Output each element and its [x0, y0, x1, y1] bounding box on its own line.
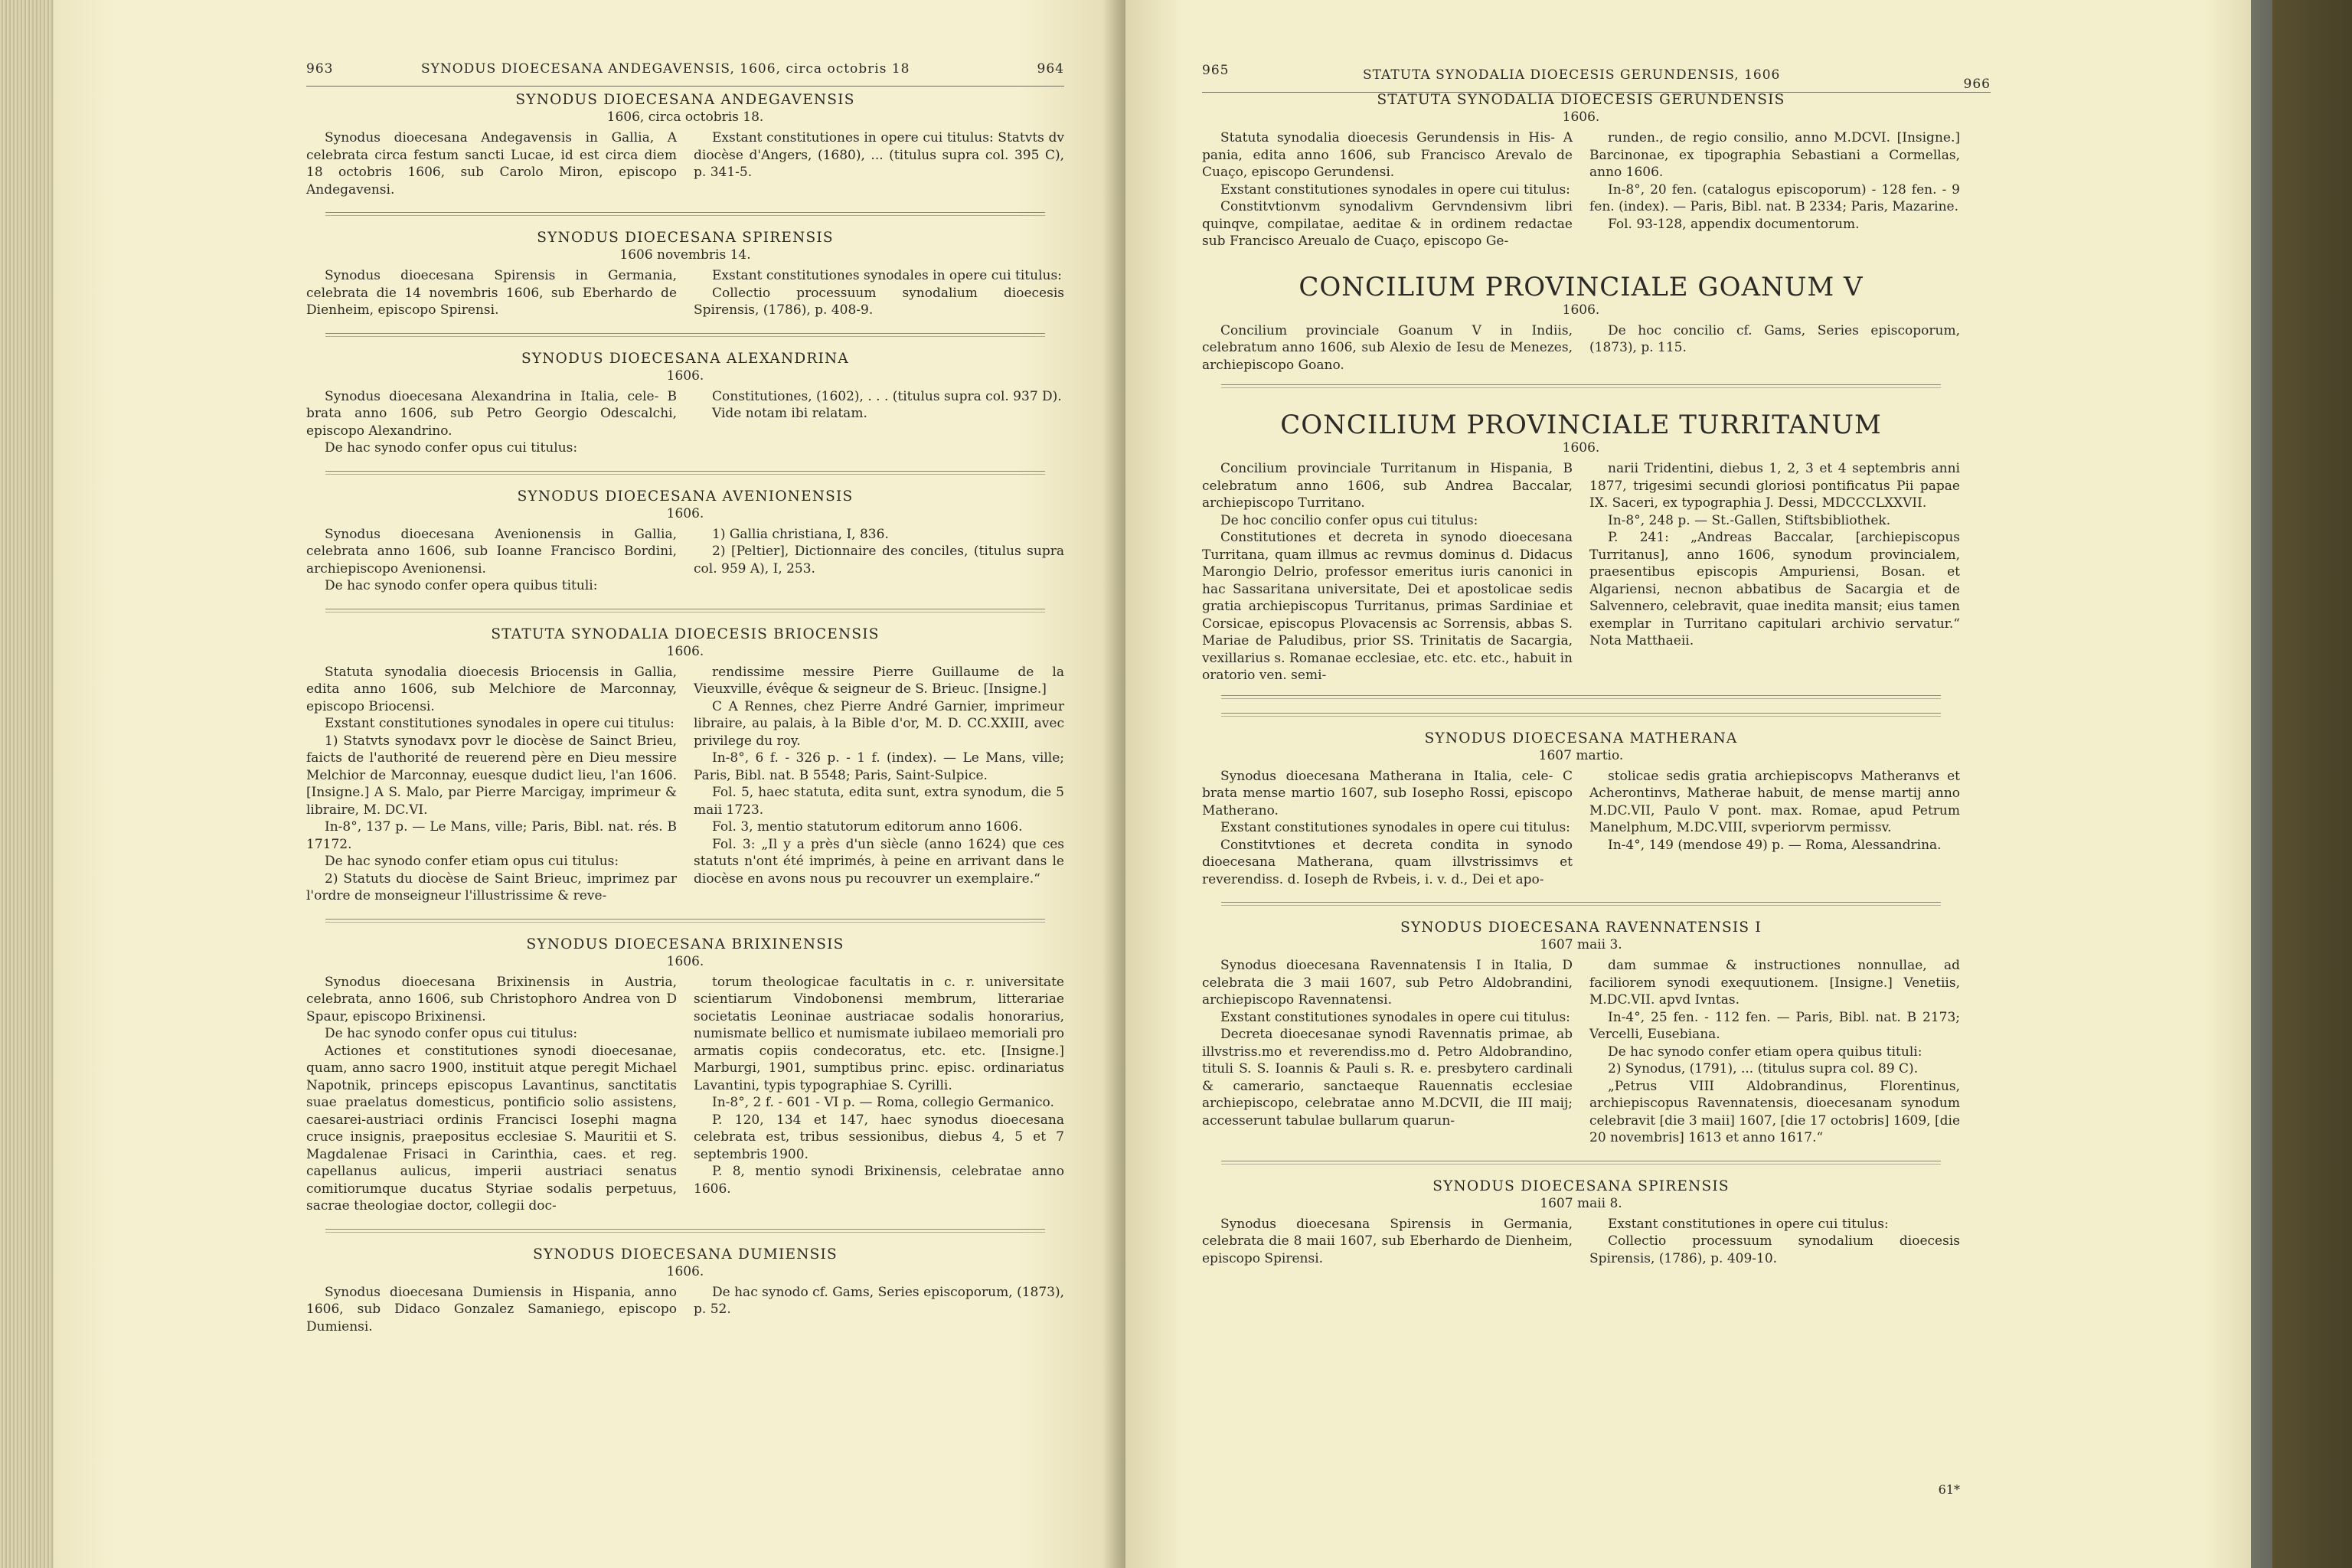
paragraph: Concilium provinciale Goanum V in Indiis, celebratum anno 1606, sub Alexio de Iesu de Menezes, archiepiscopo Goano. — [1202, 322, 1573, 373]
paragraph: 1) Gallia christiana, I, 836. — [712, 526, 889, 542]
entry-date: 1607 maii 3. — [1540, 937, 1622, 952]
council-heading: CONCILIUM PROVINCIALE GOANUM V — [1298, 271, 1864, 302]
text-column — [694, 129, 1064, 198]
entry-date: 1606. — [666, 505, 704, 521]
text-column — [694, 1284, 1064, 1336]
text-column — [1589, 322, 1960, 374]
paragraph: De hoc concilio cf. Gams, Series episcoporum, (1873), p. 115. — [1589, 322, 1960, 355]
entry-heading: STATUTA SYNODALIA DIOECESIS BRIOCENSIS — [491, 626, 880, 642]
paragraph: Synodus dioecesana Matherana in Italia, cele- C brata mense martio 1607, sub Iosepho Rossi, episcopo Matherano. — [1202, 768, 1573, 818]
paragraph: De hac synodo confer etiam opus cui titulus: — [325, 854, 619, 869]
entry-heading: SYNODUS DIOECESANA MATHERANA — [1424, 730, 1738, 746]
paragraph: 2) Synodus, (1791), ... (titulus supra col. 89 C). — [1608, 1061, 1919, 1076]
entry — [306, 351, 1064, 457]
paragraph: narii Tridentini, diebus 1, 2, 3 et 4 septembris anni 1877, trigesimi secundi gloriosi pontificatus Pii papae IX. Saceri, ex typographia J. Dessi, MDCCCLXXVII. — [1589, 461, 1960, 511]
paragraph: Statuta synodalia dioecesis Briocensis in Gallia, edita anno 1606, sub Melchiore de Marconnay, episcopo Briocensi. — [306, 664, 677, 714]
paragraph: Concilium provinciale Turritanum in Hispania, B celebratum anno 1606, sub Andrea Baccalar, archiepiscopo Turritano. — [1202, 461, 1573, 511]
text-column — [1589, 460, 1960, 684]
paragraph: Synodus dioecesana Avenionensis in Gallia, celebrata anno 1606, sub Ioanne Francisco Bordini, archiepiscopo Avenionensi. — [306, 526, 677, 577]
entry-heading: SYNODUS DIOECESANA ALEXANDRINA — [521, 350, 849, 367]
entry — [1202, 730, 1960, 889]
paragraph: De hac synodo confer opus cui titulus: — [325, 1026, 578, 1041]
text-column — [694, 267, 1064, 319]
entry — [1202, 920, 1960, 1147]
section-divider — [325, 609, 1045, 612]
text-column — [1202, 957, 1573, 1147]
entry-heading: SYNODUS DIOECESANA SPIRENSIS — [537, 230, 834, 246]
right-page — [1125, 0, 2251, 1568]
paragraph: Exstant constitutiones synodales in opere cui titulus: — [1220, 820, 1570, 835]
paragraph: Synodus dioecesana Brixinensis in Austria, celebrata, anno 1606, sub Christophoro Andrea von D Spaur, episcopo Brixinensi. — [306, 974, 677, 1024]
running-head-rule — [306, 86, 1064, 87]
text-column — [1202, 768, 1573, 889]
right-page-content — [1202, 92, 1960, 1281]
paragraph: Constitutiones, (1602), . . . (titulus supra col. 937 D). — [712, 388, 1062, 404]
paragraph: Exstant constitutiones in opere cui titulus: Statvts dv diocèse d'Angers, (1680), ... (titulus supra col. 395 C), p. 341-5. — [694, 130, 1064, 180]
paragraph: „Petrus VIII Aldobrandinus, Florentinus, archiepiscopus Ravennatensis, dioecesanam synodum celebravit [die 3 maii] 1607, [die 17 octobris] 1609, [die 20 novembris] 1613 et anno 1617.“ — [1589, 1078, 1960, 1145]
entry — [306, 230, 1064, 319]
paragraph: Fol. 93-128, appendix documentorum. — [1608, 216, 1860, 232]
paragraph: In-8°, 248 p. — St.-Gallen, Stiftsbibliothek. — [1608, 512, 1891, 528]
paragraph: Collectio processuum synodalium dioecesis Spirensis, (1786), p. 408-9. — [694, 285, 1064, 318]
entry-date: 1606, circa octobris 18. — [606, 109, 764, 125]
section-divider — [325, 919, 1045, 923]
entry — [306, 488, 1064, 595]
paragraph: De hac synodo confer etiam opera quibus tituli: — [1608, 1044, 1922, 1060]
entry-heading: STATUTA SYNODALIA DIOECESIS GERUNDENSIS — [1377, 92, 1785, 108]
paragraph: Synodus dioecesana Spirensis in Germania, celebrata die 14 novembris 1606, sub Eberhardo de Dienheim, episcopo Spirensi. — [306, 268, 677, 318]
section-divider — [1221, 695, 1941, 699]
paragraph: Fol. 3, mentio statutorum editorum anno 1606. — [712, 819, 1023, 835]
text-column — [1202, 1216, 1573, 1268]
paragraph: C A Rennes, chez Pierre André Garnier, imprimeur libraire, au palais, à la Bible d'or, M. D. CC.XXIII, avec privilege du roy. — [694, 698, 1064, 749]
cover-band — [2251, 0, 2272, 1568]
text-column — [306, 388, 677, 457]
text-column — [694, 526, 1064, 595]
paragraph: 1) Statvts synodavx povr le diocèse de Sainct Brieu, faicts de l'authorité de reuerend père en Dieu messire Melchior de Marconnay, euesque dudict lieu, l'an 1606. [Insigne.] A S. Malo, par Pierre Marcigay, imprimeur & libraire, M. DC.VI. — [306, 733, 677, 818]
section-divider — [1221, 902, 1941, 906]
entry — [1202, 272, 1960, 389]
text-column — [306, 267, 677, 319]
text-column — [694, 388, 1064, 457]
paragraph: In-8°, 20 fen. (catalogus episcoporum) - 128 fen. - 9 fen. (index). — Paris, Bibl. nat. B 2334; Paris, Mazarine. — [1589, 181, 1960, 214]
entry — [306, 92, 1064, 198]
section-divider — [325, 333, 1045, 337]
paragraph: Synodus dioecesana Spirensis in Germania, celebrata die 8 maii 1607, sub Eberhardo de Dienheim, episcopo Spirensi. — [1202, 1216, 1573, 1266]
entry-date: 1606. — [1562, 302, 1600, 318]
running-head-left — [306, 61, 1064, 92]
text-column — [694, 664, 1064, 905]
paragraph: dam summae & instructiones nonnullae, ad faciliorem synodi exequutionem. [Insigne.] Venetiis, M.DC.VII. apvd Ivntas. — [1589, 958, 1960, 1008]
paragraph: Synodus dioecesana Andegavensis in Gallia, A celebrata circa festum sancti Lucae, id est circa diem 18 octobris 1606, sub Carolo Miron, episcopo Andegavensi. — [306, 130, 677, 198]
paragraph: Fol. 5, haec statuta, edita sunt, extra synodum, die 5 maii 1723. — [694, 785, 1064, 818]
text-column — [1589, 129, 1960, 250]
left-page — [54, 0, 1125, 1568]
text-column — [1589, 957, 1960, 1147]
section-divider — [325, 1229, 1045, 1233]
entry-heading: SYNODUS DIOECESANA DUMIENSIS — [533, 1246, 838, 1263]
page-number: 966 — [1963, 77, 1991, 92]
paragraph: Statuta synodalia dioecesis Gerundensis in His- A pania, edita anno 1606, sub Francisco Arevalo de Cuaço, episcopo Gerundensi. — [1202, 130, 1573, 180]
paragraph: Collectio processuum synodalium dioecesis Spirensis, (1786), p. 409-10. — [1589, 1233, 1960, 1266]
entry — [1202, 410, 1960, 699]
entry — [1202, 92, 1960, 250]
paragraph: Vide notam ibi relatam. — [712, 406, 867, 421]
entry — [306, 626, 1064, 905]
entry-date: 1606. — [666, 953, 704, 969]
page-number: 964 — [1037, 61, 1064, 77]
signature-mark: 61* — [1938, 1482, 1960, 1497]
entry-heading: SYNODUS DIOECESANA AVENIONENSIS — [517, 488, 854, 505]
page-number: 965 — [1202, 63, 1230, 78]
paragraph: P. 241: „Andreas Baccalar, [archiepiscopus Turritanus], anno 1606, synodum provincialem, praesentibus episcopis Ampuriensi, Bosan. et Algariensi, necnon abbatibus de Sacargia et de Salvennero, celebravit, quae inedita mansit; eius tamen exemplar in Turritano capitulari archivio servatur.“ Nota Matthaeii. — [1589, 530, 1960, 648]
entry-date: 1606. — [666, 1263, 704, 1279]
paragraph: In-8°, 137 p. — Le Mans, ville; Paris, Bibl. nat. rés. B 17172. — [306, 819, 677, 852]
entry — [1202, 1178, 1960, 1268]
section-divider — [325, 471, 1045, 475]
paragraph: Constitvtiones et decreta condita in synodo dioecesana Matherana, quam illvstrissimvs et reverendiss. d. Ioseph de Rvbeis, i. v. d., Dei et apo- — [1202, 837, 1573, 887]
entry-date: 1607 martio. — [1538, 747, 1624, 763]
text-column — [694, 974, 1064, 1215]
paragraph: 2) [Peltier], Dictionnaire des conciles, (titulus supra col. 959 A), I, 253. — [694, 544, 1064, 577]
paragraph: Exstant constitutiones synodales in opere cui titulus: — [712, 268, 1062, 283]
text-column — [306, 129, 677, 198]
text-column — [1589, 1216, 1960, 1268]
paragraph: Synodus dioecesana Alexandrina in Italia, cele- B brata anno 1606, sub Petro Georgio Odescalchi, episcopo Alexandrino. — [306, 388, 677, 439]
entry-heading: SYNODUS DIOECESANA BRIXINENSIS — [526, 936, 844, 952]
text-column — [1202, 322, 1573, 374]
text-column — [306, 664, 677, 905]
paragraph: In-8°, 2 f. - 601 - VI p. — Roma, collegio Germanico. — [712, 1095, 1054, 1110]
section-divider — [1221, 1161, 1941, 1165]
paragraph: Fol. 3: „Il y a près d'un siècle (anno 1624) que ces statuts n'ont été imprimés, à peine en arrivant dans le diocèse en avons nous pu recouvrer un exemplaire.“ — [694, 836, 1064, 887]
page-number: 963 — [306, 61, 334, 77]
paragraph: Constitvtionvm synodalivm Gervndensivm libri quinqve, compilatae, aeditae & in ordinem redactae sub Francisco Areualo de Cuaço, episcopo Ge- — [1202, 199, 1573, 249]
entry — [306, 936, 1064, 1215]
paragraph: stolicae sedis gratia archiepiscopvs Matheranvs et Acherontinvs, Matherae habuit, de mense martij anno M.DC.VII, Paulo V pont. max. Romae, apud Petrum Manelphum, M.DC.VIII, svperiorvm permissv. — [1589, 768, 1960, 835]
section-divider — [1221, 384, 1941, 388]
paragraph: P. 8, mentio synodi Brixinensis, celebratae anno 1606. — [694, 1164, 1064, 1197]
section-divider — [1221, 713, 1941, 717]
paragraph: Actiones et constitutiones synodi dioecesanae, quam, anno sacro 1900, instituit atque peregit Michael Napotnik, princeps episcopus Lavantinus, sanctitatis suae praelatus domesticus, pontificio solio assistens, caesarei-austriaci ordinis Francisci Iosephi magna cruce insignis, praepositus ecclesiae S. Mauritii et S. Magdalenae Frisaci in Carinthia, caes. et reg. capellanus aulicus, imperii austriaci senatus comitiorumque ducatus Styriae sodalis perpetuus, sacrae theologiae doctor, collegii doc- — [306, 1043, 677, 1214]
entry-heading: SYNODUS DIOECESANA SPIRENSIS — [1432, 1178, 1730, 1194]
paragraph: 2) Statuts du diocèse de Saint Brieuc, imprimez par l'ordre de monseigneur l'illustrissime & reve- — [306, 871, 677, 903]
entry — [306, 1246, 1064, 1336]
section-divider — [325, 212, 1045, 216]
paragraph: Constitutiones et decreta in synodo dioecesana Turritana, quam illmus ac revmus dominus d. Didacus Marongio Delrio, professor emeritus iuris canonici in hac Sassaritana universitate, Dei et apostolicae sedis gratia archiepiscopus Turritanus, primas Sardiniae et Corsicae, episcopus Plovacensis ac Sorrensis, abbas S. Mariae de Paludibus, prior SS. Trinitatis de Sacargia, vexillarius s. Romanae ecclesiae, etc. etc. etc., habuit in oratorio ven. semi- — [1202, 530, 1573, 683]
entry-date: 1606 novembris 14. — [619, 247, 751, 263]
paragraph: Exstant constitutiones in opere cui titulus: — [1608, 1216, 1889, 1232]
text-column — [1589, 768, 1960, 889]
paragraph: Exstant constitutiones synodales in opere cui titulus: — [1220, 1009, 1570, 1025]
book-page-edges — [0, 0, 54, 1568]
paragraph: P. 120, 134 et 147, haec synodus dioecesana celebrata est, tribus sessionibus, diebus 4, 5 et 7 septembris 1900. — [694, 1112, 1064, 1162]
running-head-title: STATUTA SYNODALIA DIOECESIS GERUNDENSIS, 1606 — [1363, 67, 1781, 83]
entry-date: 1606. — [1562, 109, 1600, 125]
book-cover-edge — [2251, 0, 2352, 1568]
council-heading: CONCILIUM PROVINCIALE TURRITANUM — [1280, 410, 1882, 440]
paragraph: De hoc concilio confer opus cui titulus: — [1220, 512, 1478, 528]
text-column — [306, 526, 677, 595]
entry-date: 1606. — [1562, 440, 1600, 456]
paragraph: Synodus dioecesana Dumiensis in Hispania, anno 1606, sub Didaco Gonzalez Samaniego, episcopo Dumiensi. — [306, 1284, 677, 1334]
paragraph: In-8°, 6 f. - 326 p. - 1 f. (index). — Le Mans, ville; Paris, Bibl. nat. B 5548; Paris, Saint-Sulpice. — [694, 750, 1064, 783]
paragraph: In-4°, 149 (mendose 49) p. — Roma, Alessandrina. — [1608, 837, 1942, 853]
entry-date: 1606. — [666, 643, 704, 659]
running-head-title: SYNODUS DIOECESANA ANDEGAVENSIS, 1606, circa octobris 18 — [421, 61, 910, 77]
paragraph: Synodus dioecesana Ravennatensis I in Italia, D celebrata die 3 maii 1607, sub Petro Aldobrandini, archiepiscopo Ravennatensi. — [1202, 958, 1573, 1008]
paragraph: rendissime messire Pierre Guillaume de la Vieuxville, évêque & seigneur de S. Brieuc. [Insigne.] — [694, 664, 1064, 697]
paragraph: De hac synodo cf. Gams, Series episcoporum, (1873), p. 52. — [694, 1284, 1064, 1317]
entry-heading: SYNODUS DIOECESANA ANDEGAVENSIS — [515, 92, 855, 108]
paragraph: In-4°, 25 fen. - 112 fen. — Paris, Bibl. nat. B 2173; Vercelli, Eusebiana. — [1589, 1009, 1960, 1042]
text-column — [1202, 460, 1573, 684]
paragraph: runden., de regio consilio, anno M.DCVI. [Insigne.] Barcinonae, ex tipographia Sebastiani a Cormellas, anno 1606. — [1589, 130, 1960, 180]
paragraph: De hac synodo confer opera quibus tituli: — [325, 578, 598, 593]
paragraph: Decreta dioecesanae synodi Ravennatis primae, ab illvstriss.mo et reverendiss.mo d. Petro Aldobrandino, tituli S. S. Ioannis & Pauli s. R. e. presbytero cardinali & camerario, sanctaeque Rauennatis ecclesiae archiepiscopo, celebratae anno M.DCVII, die III maij; accesserunt tabulae bullarum quarun- — [1202, 1027, 1573, 1129]
text-column — [1202, 129, 1573, 250]
text-column — [306, 974, 677, 1215]
left-page-content — [306, 92, 1064, 1349]
entry-heading: SYNODUS DIOECESANA RAVENNATENSIS I — [1400, 920, 1762, 936]
paragraph: Exstant constitutiones synodales in opere cui titulus: — [1220, 181, 1570, 198]
entry-date: 1606. — [666, 368, 704, 384]
entry-date: 1607 maii 8. — [1540, 1195, 1622, 1211]
text-column — [306, 1284, 677, 1336]
paragraph: torum theologicae facultatis in c. r. universitate scientiarum Vindobonensi membrum, litterariae societatis Leoninae austriacae sodalis honorarius, numismate bellico et numismate iubilaeo memoriali pro armatis copiis condecoratus, etc. etc. [Insigne.] Marburgi, 1901, sumptibus princ. episc. ordinariatus Lavantini, typis typographiae S. Cyrilli. — [694, 974, 1064, 1093]
paragraph: De hac synodo confer opus cui titulus: — [325, 440, 578, 456]
paragraph: Exstant constitutiones synodales in opere cui titulus: — [325, 716, 675, 731]
